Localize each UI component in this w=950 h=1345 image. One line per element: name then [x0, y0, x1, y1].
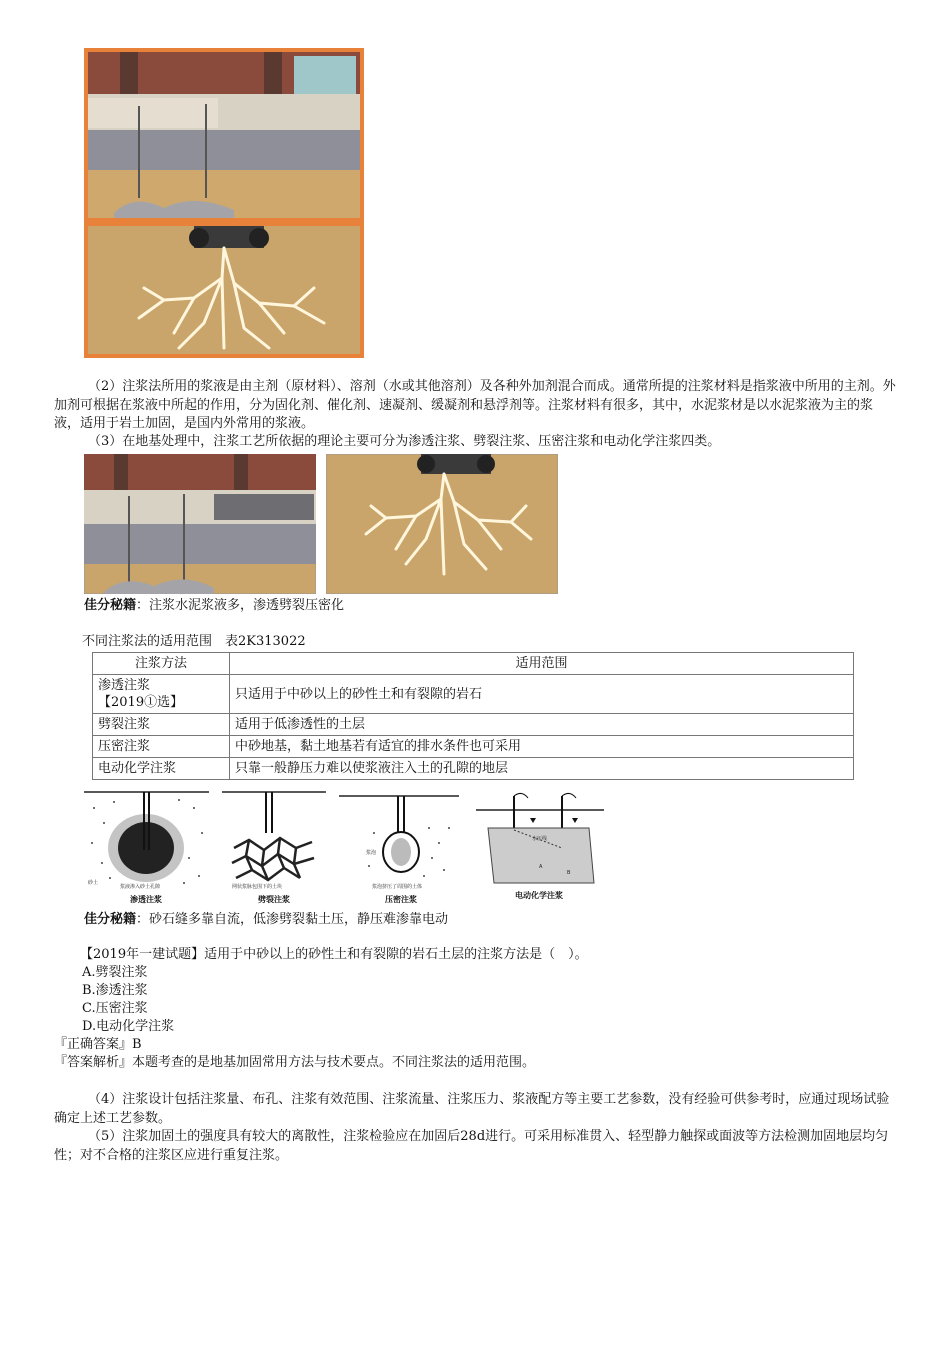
diagram-label: 水压线 [532, 836, 548, 842]
option-d: D.电动化学注浆 [82, 1019, 175, 1034]
permeation-diagram [84, 792, 209, 904]
diagram-caption: 电动化学注浆 [515, 891, 563, 900]
diagram-caption: 劈裂注浆 [258, 895, 290, 904]
grouting-illustration-large [84, 48, 364, 358]
paragraph-grout-materials: （2）注浆法所用的浆液是由主剂（原材料）、溶剂（水或其他溶剂）及各种外加剂混合而成。通常所提的注浆材料是指浆液中所用的主剂。外加剂可根据在浆液中所起的作用，分为固化剂、催化剂、速凝剂、缓凝剂和悬浮剂等。注浆材料有很多，其中，水泥浆材是以水泥浆液为主的浆液，适用于岩土加固，是国内外常用的浆液。 [54, 379, 896, 431]
diagram-label: 浆泡 [366, 850, 377, 856]
answer-analysis: 『答案解析』本题考查的是地基加固常用方法与技术要点。不同注浆法的适用范围。 [54, 1055, 536, 1070]
diagram-label: 浆液渗入砂土孔隙 [120, 884, 161, 890]
compaction-diagram [339, 796, 459, 904]
table-header-row [93, 653, 854, 675]
grouting-types-diagram [84, 788, 604, 908]
scope-cell: 只适用于中砂以上的砂性土和有裂隙的岩石 [230, 675, 854, 714]
method-cell: 劈裂注浆 [93, 714, 230, 736]
tip-text: ：注浆水泥浆液多，渗透劈裂压密化 [136, 598, 345, 613]
tip-text: ：砂石缝多靠自流，低渗劈裂黏土压，静压难渗靠电动 [136, 912, 449, 927]
table-caption: 不同注浆法的适用范围 表2K313022 [82, 634, 306, 649]
method-name: 渗透注浆 [98, 678, 151, 693]
scope-cell: 适用于低渗透性的土层 [230, 714, 854, 736]
table-row [93, 714, 854, 736]
header-method: 注浆方法 [93, 653, 230, 675]
electrochemical-diagram [476, 793, 604, 900]
diagram-caption: 渗透注浆 [130, 895, 162, 904]
option-a: A.劈裂注浆 [82, 965, 148, 980]
tip-label: 佳分秘籍 [84, 912, 137, 927]
grouting-illustration-surface [84, 454, 316, 594]
question-stem: 【2019年一建试题】适用于中砂以上的砂性土和有裂隙的岩石土层的注浆方法是（ ）。 [80, 947, 588, 962]
table-row [93, 675, 854, 714]
grouting-methods-table [92, 652, 854, 780]
method-cell: 电动化学注浆 [93, 758, 230, 780]
method-cell: 压密注浆 [93, 736, 230, 758]
grouting-illustration-fracture [326, 454, 558, 594]
paragraph-grouting-design: （4）注浆设计包括注浆量、布孔、注浆有效范围、注浆流量、注浆压力、浆液配方等主要工艺参数，没有经验可供参考时，应通过现场试验确定上述工艺参数。 [54, 1092, 890, 1126]
correct-answer: 『正确答案』B [54, 1037, 142, 1052]
table-row [93, 736, 854, 758]
scope-cell: 中砂地基，黏土地基若有适宜的排水条件也可采用 [230, 736, 854, 758]
paragraph-grout-theories: （3）在地基处理中，注浆工艺所依据的理论主要可分为渗透注浆、劈裂注浆、压密注浆和电动化学注浆四类。 [88, 434, 721, 449]
diagram-label: A [539, 864, 543, 870]
diagram-caption: 压密注浆 [385, 895, 417, 904]
diagram-label: 网状浆脉包围下的土块 [232, 884, 283, 890]
method-cell [93, 675, 230, 714]
header-scope: 适用范围 [230, 653, 854, 675]
method-note: 【2019①选】 [98, 695, 184, 710]
tip-secret-1 [84, 597, 344, 615]
fracture-diagram [222, 792, 326, 904]
scope-cell: 只靠一般静压力难以使浆液注入土的孔隙的地层 [230, 758, 854, 780]
tip-secret-2 [84, 911, 448, 929]
tip-label: 佳分秘籍 [84, 598, 137, 613]
option-b: B.渗透注浆 [82, 983, 148, 998]
diagram-label: 砂土 [88, 880, 99, 886]
option-c: C.压密注浆 [82, 1001, 148, 1016]
table-row [93, 758, 854, 780]
diagram-label: B [567, 870, 571, 876]
diagram-label: 浆泡挤压了周围的土体 [372, 884, 423, 890]
paragraph-grouting-inspection: （5）注浆加固土的强度具有较大的离散性，注浆检验应在加固后28d进行。可采用标准贯入、轻型静力触探或面波等方法检测加固地层均匀性；对不合格的注浆区应进行重复注浆。 [54, 1129, 889, 1163]
